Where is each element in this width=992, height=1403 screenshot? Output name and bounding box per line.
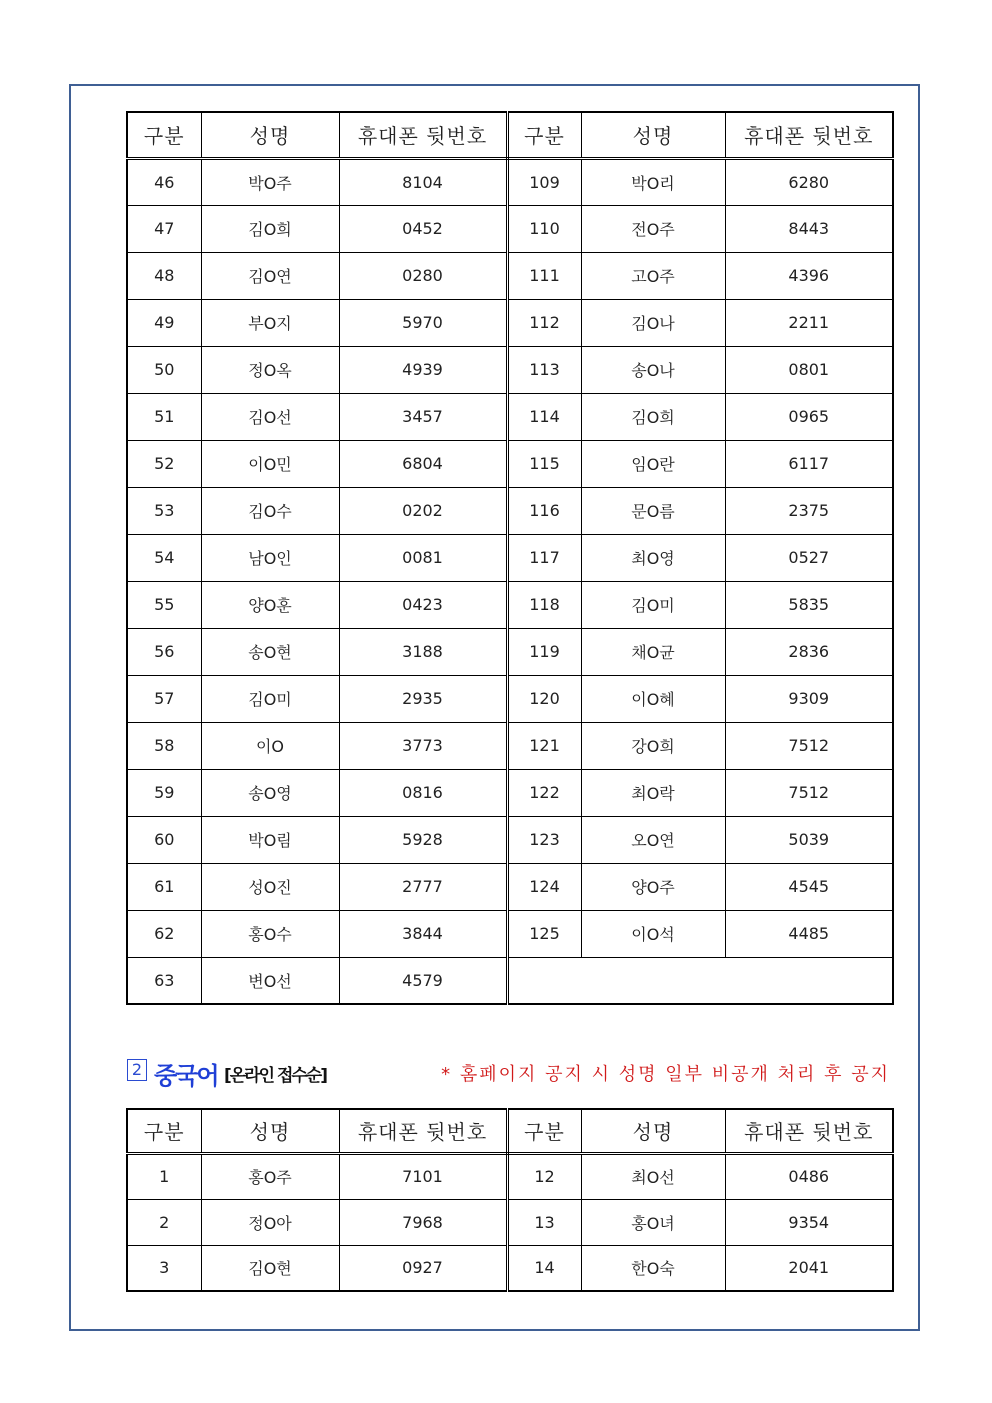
cell-no: 125 (507, 910, 581, 957)
cell-phone: 5835 (725, 581, 893, 628)
cell-no: 47 (127, 205, 201, 252)
cell-phone: 4939 (339, 346, 507, 393)
col-header-no: 구분 (127, 112, 201, 158)
table-header-row (127, 1109, 893, 1153)
table-row (127, 487, 893, 534)
cell-phone: 0801 (725, 346, 893, 393)
table-row (127, 205, 893, 252)
cell-phone: 0423 (339, 581, 507, 628)
table-row (127, 816, 893, 863)
cell-no: 110 (507, 205, 581, 252)
table-row (127, 534, 893, 581)
cell-name: 김O나 (581, 299, 725, 346)
cell-name: 김O미 (581, 581, 725, 628)
cell-phone: 6117 (725, 440, 893, 487)
cell-phone: 0280 (339, 252, 507, 299)
col-header-name: 성명 (201, 1109, 339, 1153)
cell-name: 고O주 (581, 252, 725, 299)
cell-no: 52 (127, 440, 201, 487)
cell-phone: 0816 (339, 769, 507, 816)
cell-no: 59 (127, 769, 201, 816)
cell-name: 이O (201, 722, 339, 769)
cell-no: 3 (127, 1245, 201, 1291)
cell-phone: 4545 (725, 863, 893, 910)
cell-name: 전O주 (581, 205, 725, 252)
table-header-row (127, 112, 893, 158)
table-row (127, 299, 893, 346)
cell-name: 이O석 (581, 910, 725, 957)
cell-no: 1 (127, 1153, 201, 1199)
cell-phone: 0202 (339, 487, 507, 534)
col-header-name: 성명 (581, 1109, 725, 1153)
section-header-chinese (126, 1056, 892, 1090)
cell-no: 124 (507, 863, 581, 910)
cell-no: 123 (507, 816, 581, 863)
col-header-no: 구분 (507, 112, 581, 158)
cell-name: 문O름 (581, 487, 725, 534)
cell-name: 최O락 (581, 769, 725, 816)
cell-phone: 0452 (339, 205, 507, 252)
table-row (127, 910, 893, 957)
privacy-notice: * 홈페이지 공지 시 성명 일부 비공개 처리 후 공지 (441, 1064, 890, 1085)
roster-table-1-body (127, 158, 893, 1004)
cell-no: 46 (127, 158, 201, 205)
table-row (127, 393, 893, 440)
empty-cell (507, 957, 893, 1004)
cell-phone: 7512 (725, 769, 893, 816)
cell-no: 112 (507, 299, 581, 346)
cell-name: 이O민 (201, 440, 339, 487)
cell-name: 김O선 (201, 393, 339, 440)
cell-no: 13 (507, 1199, 581, 1245)
table-row (127, 957, 893, 1004)
table-row (127, 628, 893, 675)
cell-no: 122 (507, 769, 581, 816)
cell-phone: 3457 (339, 393, 507, 440)
roster-table-2-body (127, 1153, 893, 1291)
cell-phone: 4485 (725, 910, 893, 957)
cell-name: 박O주 (201, 158, 339, 205)
cell-name: 남O인 (201, 534, 339, 581)
col-header-no: 구분 (127, 1109, 201, 1153)
cell-no: 12 (507, 1153, 581, 1199)
roster-table-1 (126, 111, 894, 1005)
table-row (127, 581, 893, 628)
cell-no: 111 (507, 252, 581, 299)
cell-name: 한O숙 (581, 1245, 725, 1291)
cell-phone: 0927 (339, 1245, 507, 1291)
cell-phone: 0486 (725, 1153, 893, 1199)
cell-name: 홍O수 (201, 910, 339, 957)
cell-phone: 2777 (339, 863, 507, 910)
cell-no: 117 (507, 534, 581, 581)
cell-name: 김O미 (201, 675, 339, 722)
cell-phone: 9309 (725, 675, 893, 722)
cell-no: 113 (507, 346, 581, 393)
cell-phone: 2375 (725, 487, 893, 534)
cell-no: 56 (127, 628, 201, 675)
cell-name: 부O지 (201, 299, 339, 346)
table-row (127, 252, 893, 299)
cell-name: 양O주 (581, 863, 725, 910)
cell-no: 118 (507, 581, 581, 628)
table-row (127, 346, 893, 393)
cell-phone: 7512 (725, 722, 893, 769)
cell-phone: 0965 (725, 393, 893, 440)
cell-name: 김O희 (581, 393, 725, 440)
cell-phone: 8443 (725, 205, 893, 252)
table-row (127, 1199, 893, 1245)
section-number-box: 2 (127, 1059, 147, 1081)
cell-phone: 2935 (339, 675, 507, 722)
cell-name: 최O선 (581, 1153, 725, 1199)
cell-phone: 2211 (725, 299, 893, 346)
cell-no: 61 (127, 863, 201, 910)
cell-no: 120 (507, 675, 581, 722)
cell-phone: 5970 (339, 299, 507, 346)
cell-phone: 3773 (339, 722, 507, 769)
cell-phone: 8104 (339, 158, 507, 205)
col-header-no: 구분 (507, 1109, 581, 1153)
cell-no: 53 (127, 487, 201, 534)
cell-phone: 9354 (725, 1199, 893, 1245)
cell-name: 홍O주 (201, 1153, 339, 1199)
col-header-phone: 휴대폰 뒷번호 (725, 1109, 893, 1153)
table-row (127, 158, 893, 205)
cell-name: 김O수 (201, 487, 339, 534)
cell-no: 50 (127, 346, 201, 393)
table-row (127, 1153, 893, 1199)
cell-name: 임O란 (581, 440, 725, 487)
cell-phone: 4579 (339, 957, 507, 1004)
cell-name: 송O영 (201, 769, 339, 816)
cell-no: 48 (127, 252, 201, 299)
cell-no: 55 (127, 581, 201, 628)
cell-no: 54 (127, 534, 201, 581)
cell-name: 이O혜 (581, 675, 725, 722)
cell-no: 62 (127, 910, 201, 957)
table-row (127, 675, 893, 722)
table-row (127, 1245, 893, 1291)
cell-name: 홍O녀 (581, 1199, 725, 1245)
cell-phone: 6804 (339, 440, 507, 487)
cell-name: 채O균 (581, 628, 725, 675)
col-header-name: 성명 (201, 112, 339, 158)
cell-no: 63 (127, 957, 201, 1004)
cell-no: 109 (507, 158, 581, 205)
cell-no: 2 (127, 1199, 201, 1245)
cell-name: 강O희 (581, 722, 725, 769)
cell-name: 박O림 (201, 816, 339, 863)
col-header-name: 성명 (581, 112, 725, 158)
cell-no: 14 (507, 1245, 581, 1291)
cell-name: 성O진 (201, 863, 339, 910)
cell-name: 최O영 (581, 534, 725, 581)
cell-no: 51 (127, 393, 201, 440)
cell-no: 114 (507, 393, 581, 440)
cell-no: 57 (127, 675, 201, 722)
cell-name: 오O연 (581, 816, 725, 863)
cell-phone: 6280 (725, 158, 893, 205)
cell-phone: 2836 (725, 628, 893, 675)
cell-name: 정O아 (201, 1199, 339, 1245)
cell-phone: 4396 (725, 252, 893, 299)
cell-phone: 3844 (339, 910, 507, 957)
cell-no: 49 (127, 299, 201, 346)
cell-no: 60 (127, 816, 201, 863)
section-title: 중국어 (154, 1062, 218, 1090)
cell-no: 119 (507, 628, 581, 675)
table-row (127, 722, 893, 769)
cell-name: 송O나 (581, 346, 725, 393)
cell-no: 116 (507, 487, 581, 534)
table-row (127, 769, 893, 816)
cell-phone: 0527 (725, 534, 893, 581)
cell-no: 58 (127, 722, 201, 769)
cell-phone: 7968 (339, 1199, 507, 1245)
cell-name: 김O희 (201, 205, 339, 252)
cell-name: 양O훈 (201, 581, 339, 628)
cell-phone: 5928 (339, 816, 507, 863)
cell-name: 김O연 (201, 252, 339, 299)
cell-name: 박O리 (581, 158, 725, 205)
table-row (127, 863, 893, 910)
cell-name: 정O옥 (201, 346, 339, 393)
col-header-phone: 휴대폰 뒷번호 (339, 1109, 507, 1153)
section-subtitle: [온라인 접수순] (224, 1066, 326, 1086)
cell-phone: 7101 (339, 1153, 507, 1199)
cell-phone: 0081 (339, 534, 507, 581)
col-header-phone: 휴대폰 뒷번호 (725, 112, 893, 158)
table-row (127, 440, 893, 487)
cell-name: 변O선 (201, 957, 339, 1004)
cell-name: 송O현 (201, 628, 339, 675)
cell-phone: 5039 (725, 816, 893, 863)
cell-no: 115 (507, 440, 581, 487)
col-header-phone: 휴대폰 뒷번호 (339, 112, 507, 158)
roster-table-2 (126, 1108, 894, 1292)
cell-no: 121 (507, 722, 581, 769)
cell-phone: 2041 (725, 1245, 893, 1291)
cell-phone: 3188 (339, 628, 507, 675)
cell-name: 김O현 (201, 1245, 339, 1291)
